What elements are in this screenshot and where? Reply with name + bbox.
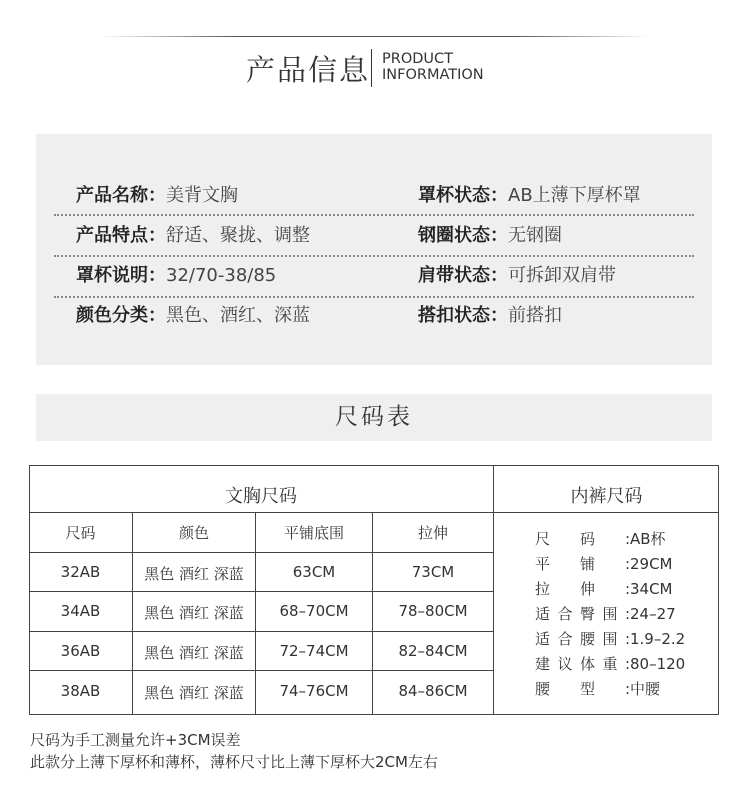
column-header: 尺码	[65, 524, 96, 542]
subtitle-line-1: PRODUCT	[382, 51, 453, 67]
section-title: 产品信息	[246, 53, 371, 87]
dotted-divider	[54, 255, 694, 257]
table-rule	[29, 670, 494, 671]
info-straps: 肩带状态：可拆卸双肩带	[418, 265, 616, 286]
table-cell: 黑色 酒红 深蓝	[144, 604, 244, 622]
table-cell: 38AB	[60, 682, 101, 700]
dotted-divider	[54, 214, 694, 216]
table-cell: 72–74CM	[279, 642, 349, 660]
pants-spec-weight: 建议体重:80–120	[535, 655, 686, 673]
table-cell: 74–76CM	[279, 682, 349, 700]
size-chart-banner: 尺码表	[36, 394, 712, 441]
pants-spec-flat: 平铺:29CM	[535, 555, 673, 573]
table-cell: 黑色 酒红 深蓝	[144, 565, 244, 583]
table-rule	[29, 631, 494, 632]
bra-size-title: 文胸尺码	[225, 486, 297, 507]
pants-spec-waist: 适合腰围:1.9–2.2	[535, 630, 686, 648]
header-divider	[100, 36, 650, 37]
column-header: 平铺底围	[283, 524, 344, 542]
pants-size-title: 内裤尺码	[570, 486, 643, 507]
subtitle-line-2: INFORMATION	[382, 67, 484, 83]
cup-size-note: 此款分上薄下厚杯和薄杯，薄杯尺寸比上薄下厚杯大2CM左右	[30, 753, 438, 771]
table-cell: 黑色 酒红 深蓝	[144, 644, 244, 662]
table-cell: 黑色 酒红 深蓝	[144, 684, 244, 702]
pants-spec-hip: 适合臀围:24–27	[535, 605, 676, 623]
info-features: 产品特点：舒适、聚拢、调整	[76, 225, 310, 246]
measurement-note: 尺码为手工测量允许+3CM误差	[30, 731, 241, 749]
table-cell: 68–70CM	[279, 602, 349, 620]
table-cell: 78–80CM	[398, 602, 468, 620]
table-cell: 84–86CM	[398, 682, 468, 700]
info-product-name: 产品名称：美背文胸	[76, 185, 238, 206]
section-subtitle	[382, 51, 484, 83]
pants-spec-stretch: 拉伸:34CM	[535, 580, 673, 598]
table-rule	[29, 552, 494, 553]
product-info-panel	[36, 134, 712, 365]
info-cup-state: 罩杯状态：AB上薄下厚杯罩	[418, 185, 641, 206]
table-cell: 36AB	[60, 642, 101, 660]
info-colors: 颜色分类：黑色、酒红、深蓝	[76, 305, 310, 326]
table-cell: 63CM	[292, 563, 336, 581]
info-underwire: 钢圈状态：无钢圈	[418, 225, 562, 246]
info-clasp: 搭扣状态：前搭扣	[418, 305, 562, 326]
table-cell: 34AB	[60, 602, 101, 620]
table-rule	[29, 591, 494, 592]
table-cell: 82–84CM	[398, 642, 468, 660]
info-cup-note: 罩杯说明：32/70-38/85	[76, 265, 277, 286]
pants-spec-rise: 腰型:中腰	[535, 680, 661, 698]
table-cell: 73CM	[411, 563, 455, 581]
column-header: 颜色	[178, 524, 209, 542]
table-cell: 32AB	[60, 563, 101, 581]
title-separator	[371, 49, 372, 87]
dotted-divider	[54, 296, 694, 298]
column-header: 拉伸	[417, 524, 448, 542]
pants-spec-size: 尺码:AB杯	[535, 530, 666, 548]
